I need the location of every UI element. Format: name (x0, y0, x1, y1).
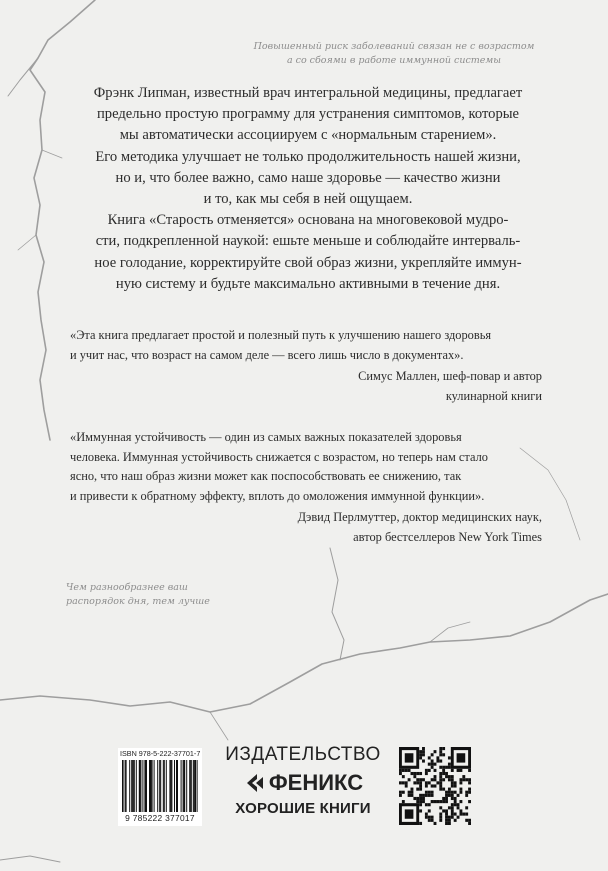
quote-line: «Иммунная устойчивость — один из самых важных показателей здоровья (70, 430, 462, 444)
barcode-bar (195, 760, 197, 812)
qr-module (408, 794, 411, 797)
qr-module (431, 759, 434, 762)
qr-module (451, 775, 454, 778)
blurb-line: сти, подкрепленной наукой: ешьте меньше и соблюдайте интерваль- (95, 233, 521, 250)
qr-module (422, 747, 425, 750)
qr-module (465, 794, 468, 797)
blurb-line: Фрэнк Липман, известный врач интегральной медицины, предлагает (93, 85, 523, 101)
qr-module (413, 775, 416, 778)
publisher-name: ФЕНИКС (268, 770, 364, 795)
qr-module (459, 781, 462, 784)
qr-module (448, 806, 451, 809)
qr-module (439, 819, 442, 822)
qr-module (428, 756, 431, 759)
qr-module (439, 781, 442, 784)
note-line: распорядок дня, тем лучше (66, 596, 210, 607)
barcode-bar (125, 760, 126, 812)
barcode-bar (176, 760, 177, 812)
qr-module (408, 778, 411, 781)
barcode-bar (197, 760, 198, 812)
qr-module (468, 781, 471, 784)
qr-module (445, 819, 448, 822)
qr-module (468, 778, 471, 781)
qr-module (402, 769, 405, 772)
qr-module (448, 816, 451, 819)
qr-module (448, 775, 451, 778)
qr-module (448, 791, 451, 794)
qr-module (442, 769, 445, 772)
qr-module (439, 775, 442, 778)
qr-module (419, 753, 422, 756)
qr-module (442, 778, 445, 781)
qr-module (419, 800, 422, 803)
qr-module (431, 794, 434, 797)
qr-module (451, 781, 454, 784)
qr-module (419, 756, 422, 759)
qr-module (442, 800, 445, 803)
qr-module (428, 769, 431, 772)
barcode-bar (136, 760, 137, 812)
blurb-line: ное голодание, корректируйте свой образ жизни, укрепляйте иммун- (94, 254, 522, 271)
blurb-line: Его методика улучшает не только продолжительность нашей жизни, (95, 148, 521, 165)
qr-module (419, 794, 422, 797)
qr-module (442, 747, 445, 750)
qr-finder-core (405, 753, 414, 762)
author-line: Симус Маллен, шеф-повар и автор (358, 369, 542, 383)
qr-module (436, 781, 439, 784)
qr-module (457, 803, 460, 806)
qr-module (439, 747, 442, 750)
barcode-bar (140, 760, 141, 812)
barcode-bar (157, 760, 158, 812)
author-line: автор бестселлеров New York Times (353, 529, 542, 544)
qr-module (462, 813, 465, 816)
qr-module (454, 791, 457, 794)
qr-module (459, 769, 462, 772)
qr-module (425, 816, 428, 819)
qr-module (454, 803, 457, 806)
barcode-bar (166, 760, 167, 812)
qr-module (468, 788, 471, 791)
qr-module (468, 819, 471, 822)
barcode-bar (122, 760, 124, 812)
qr-module (428, 791, 431, 794)
qr-module (451, 803, 454, 806)
blurb-line: мы автоматически ассоциируем с «нормальным старением». (119, 127, 497, 144)
barcode-bar (131, 760, 132, 812)
qr-module (459, 791, 462, 794)
qr-module (422, 759, 425, 762)
qr-module (428, 803, 431, 806)
qr-module (442, 753, 445, 756)
qr-module (439, 800, 442, 803)
qr-module (434, 769, 437, 772)
qr-module (448, 822, 451, 825)
qr-module (428, 819, 431, 822)
qr-module (402, 791, 405, 794)
blurb-line: Книга «Старость отменяется» основана на многовековой мудро- (107, 212, 509, 229)
barcode-bar (171, 760, 172, 812)
quote-line: «Эта книга предлагает простой и полезный путь к улучшению нашего здоровья (70, 328, 492, 342)
qr-module (428, 794, 431, 797)
quote-author (70, 508, 542, 547)
qr-module (454, 800, 457, 803)
barcode-bar (144, 760, 146, 812)
qr-module (416, 772, 419, 775)
barcode-bar (160, 760, 161, 812)
isbn-number: ISBN 978-5-222-37701-7 (120, 749, 201, 758)
qr-module (431, 816, 434, 819)
qr-module (448, 788, 451, 791)
barcode-bar (186, 760, 187, 812)
qr-module (454, 813, 457, 816)
qr-module (419, 803, 422, 806)
qr-module (442, 766, 445, 769)
qr-module (459, 813, 462, 816)
qr-module (413, 781, 416, 784)
blurb-line: предельно простую программу для устранения симптомов, которые (96, 106, 520, 123)
qr-module (445, 822, 448, 825)
qr-module (457, 816, 460, 819)
barcode-bar (164, 760, 165, 812)
qr-module (425, 784, 428, 787)
qr-module (405, 784, 408, 787)
qr-module (431, 800, 434, 803)
qr-module (408, 769, 411, 772)
qr-module (448, 766, 451, 769)
blurb-line: и то, как мы себя в ней ощущаем. (203, 191, 413, 208)
qr-module (425, 772, 428, 775)
qr-module (465, 791, 468, 794)
qr-module (411, 788, 414, 791)
phoenix-arrow-icon (243, 772, 265, 794)
publisher-logo (214, 742, 392, 820)
barcode-bar (181, 760, 182, 812)
barcode-bar (191, 760, 192, 812)
quote-line: и учит нас, что возраст на самом деле — всего лишь число в документах». (70, 347, 464, 362)
barcode-bar (139, 760, 141, 812)
qr-module (465, 806, 468, 809)
qr-module (445, 791, 448, 794)
author-line: кулинарной книги (445, 388, 542, 403)
book-blurb (62, 83, 554, 295)
note-line: а со сбоями в работе иммунной системы (286, 55, 502, 66)
qr-module (454, 781, 457, 784)
qr-module (468, 800, 471, 803)
qr-module (451, 794, 454, 797)
qr-module (434, 763, 437, 766)
quote-line: ясно, что наш образ жизни может как поспособствовать ее снижению, так (70, 469, 462, 483)
barcode-bar (150, 760, 152, 812)
barcode-bar (154, 760, 155, 812)
isbn-barcode (118, 748, 202, 826)
qr-module (419, 784, 422, 787)
qr-module (408, 791, 411, 794)
qr-module (428, 781, 431, 784)
qr-module (457, 769, 460, 772)
qr-module (439, 759, 442, 762)
barcode-bar (149, 760, 150, 812)
qr-module (399, 781, 402, 784)
qr-module (411, 794, 414, 797)
barcode-bars-icon (122, 760, 198, 812)
qr-module (405, 781, 408, 784)
qr-module (457, 806, 460, 809)
qr-module (431, 753, 434, 756)
qr-module (439, 813, 442, 816)
qr-module (416, 797, 419, 800)
qr-module (419, 778, 422, 781)
barcode-bar (132, 760, 133, 812)
qr-finder-core (405, 809, 414, 818)
qr-module (462, 778, 465, 781)
qr-module (445, 797, 448, 800)
qr-module (439, 788, 442, 791)
qr-module (416, 778, 419, 781)
qr-module (445, 809, 448, 812)
qr-module (434, 784, 437, 787)
qr-module (399, 794, 402, 797)
qr-module (448, 778, 451, 781)
barcode-bar (170, 760, 171, 812)
qr-module (436, 800, 439, 803)
barcode-bar (193, 760, 194, 812)
qr-module (457, 794, 460, 797)
qr-module (439, 753, 442, 756)
qr-module (451, 813, 454, 816)
qr-module (419, 797, 422, 800)
qr-module (422, 794, 425, 797)
qr-module (419, 822, 422, 825)
qr-module (439, 772, 442, 775)
qr-module (422, 800, 425, 803)
qr-module (459, 800, 462, 803)
qr-module (434, 800, 437, 803)
qr-module (442, 772, 445, 775)
qr-module (465, 819, 468, 822)
endorsement-quote-1 (70, 326, 542, 406)
qr-finder-core (457, 753, 466, 762)
qr-module (431, 784, 434, 787)
qr-module (448, 794, 451, 797)
qr-module (445, 813, 448, 816)
qr-module (422, 778, 425, 781)
qr-module (454, 784, 457, 787)
handwritten-note-top (244, 40, 544, 68)
qr-module (428, 816, 431, 819)
quote-author (70, 367, 542, 406)
qr-module (439, 766, 442, 769)
qr-module (411, 791, 414, 794)
endorsement-quote-2 (70, 428, 542, 547)
barcode-bar (159, 760, 160, 812)
qr-module (448, 756, 451, 759)
qr-module (465, 813, 468, 816)
qr-module (425, 803, 428, 806)
qr-module (451, 769, 454, 772)
publisher-label: ИЗДАТЕЛЬСТВО (225, 744, 381, 765)
barcode-bar (189, 760, 191, 812)
qr-module (454, 797, 457, 800)
qr-module (422, 753, 425, 756)
barcode-bar (177, 760, 178, 812)
qr-module (434, 750, 437, 753)
qr-module (419, 750, 422, 753)
qr-module (434, 822, 437, 825)
barcode-bar (194, 760, 195, 812)
qr-module (459, 778, 462, 781)
barcode-bar (174, 760, 175, 812)
qr-module (402, 781, 405, 784)
qr-module (399, 769, 402, 772)
qr-module (451, 791, 454, 794)
qr-module (468, 791, 471, 794)
qr-module (431, 819, 434, 822)
handwritten-note-bottom (66, 581, 236, 609)
qr-module (459, 788, 462, 791)
qr-module (434, 778, 437, 781)
qr-module (445, 794, 448, 797)
qr-module (405, 769, 408, 772)
qr-module (425, 769, 428, 772)
qr-code-icon (399, 747, 471, 825)
qr-module (399, 791, 402, 794)
qr-module (439, 816, 442, 819)
qr-module (448, 763, 451, 766)
qr-module (445, 772, 448, 775)
publisher-name-row (214, 768, 392, 798)
qr-module (419, 781, 422, 784)
qr-module (399, 772, 402, 775)
qr-module (451, 809, 454, 812)
blurb-line: но и, что более важно, само наше здоровье — качество жизни (115, 169, 501, 186)
qr-module (436, 756, 439, 759)
barcode-bar (129, 760, 130, 812)
barcode-bar (152, 760, 153, 812)
barcode-bar (163, 760, 164, 812)
qr-module (439, 750, 442, 753)
barcode-bar (142, 760, 143, 812)
qr-module (451, 784, 454, 787)
qr-module (434, 775, 437, 778)
qr-module (445, 816, 448, 819)
qr-module (436, 759, 439, 762)
qr-module (439, 778, 442, 781)
qr-module (419, 788, 422, 791)
barcode-bar (169, 760, 170, 812)
qr-module (416, 781, 419, 784)
quote-line: и привести к обратному эффекту, вплоть до омоложения иммунной функции». (70, 488, 485, 503)
qr-module (451, 778, 454, 781)
qr-module (419, 809, 422, 812)
qr-module (402, 775, 405, 778)
qr-module (425, 813, 428, 816)
qr-module (413, 797, 416, 800)
qr-module (425, 791, 428, 794)
publisher-slogan: ХОРОШИЕ КНИГИ (235, 800, 371, 817)
qr-module (442, 809, 445, 812)
qr-module (468, 769, 471, 772)
barcode-bar (146, 760, 147, 812)
quote-line: человека. Иммунная устойчивость снижается с возрастом, но теперь нам стало (70, 449, 488, 464)
qr-module (439, 806, 442, 809)
qr-module (422, 750, 425, 753)
qr-module (459, 809, 462, 812)
qr-module (451, 797, 454, 800)
barcode-bar (183, 760, 184, 812)
qr-module (431, 791, 434, 794)
qr-module (413, 772, 416, 775)
note-line: Чем разнообразнее ваш (66, 582, 188, 593)
blurb-line: ную систему и будьте максимально активными в течение дня. (115, 275, 501, 292)
qr-module (445, 766, 448, 769)
qr-module (468, 822, 471, 825)
author-line: Дэвид Перлмуттер, доктор медицинских наук, (297, 510, 542, 524)
qr-module (402, 800, 405, 803)
qr-module (448, 819, 451, 822)
note-line: Повышенный риск заболеваний связан не с возрастом (253, 41, 535, 52)
qr-module (442, 797, 445, 800)
qr-module (431, 763, 434, 766)
qr-module (416, 788, 419, 791)
barcode-bar (184, 760, 186, 812)
qr-module (462, 775, 465, 778)
barcode-digits: 9 785222 377017 (125, 813, 195, 823)
qr-module (425, 794, 428, 797)
qr-module (428, 763, 431, 766)
qr-module (445, 800, 448, 803)
qr-module (425, 781, 428, 784)
qr-module (454, 819, 457, 822)
qr-module (431, 778, 434, 781)
qr-module (422, 797, 425, 800)
barcode-bar (133, 760, 135, 812)
qr-module (428, 809, 431, 812)
qr-module (411, 772, 414, 775)
qr-module (451, 806, 454, 809)
qr-module (419, 772, 422, 775)
qr-module (439, 784, 442, 787)
qr-module (416, 800, 419, 803)
qr-module (451, 816, 454, 819)
qr-module (445, 775, 448, 778)
qr-module (465, 778, 468, 781)
qr-module (431, 766, 434, 769)
qr-module (442, 788, 445, 791)
barcode-bar (126, 760, 127, 812)
